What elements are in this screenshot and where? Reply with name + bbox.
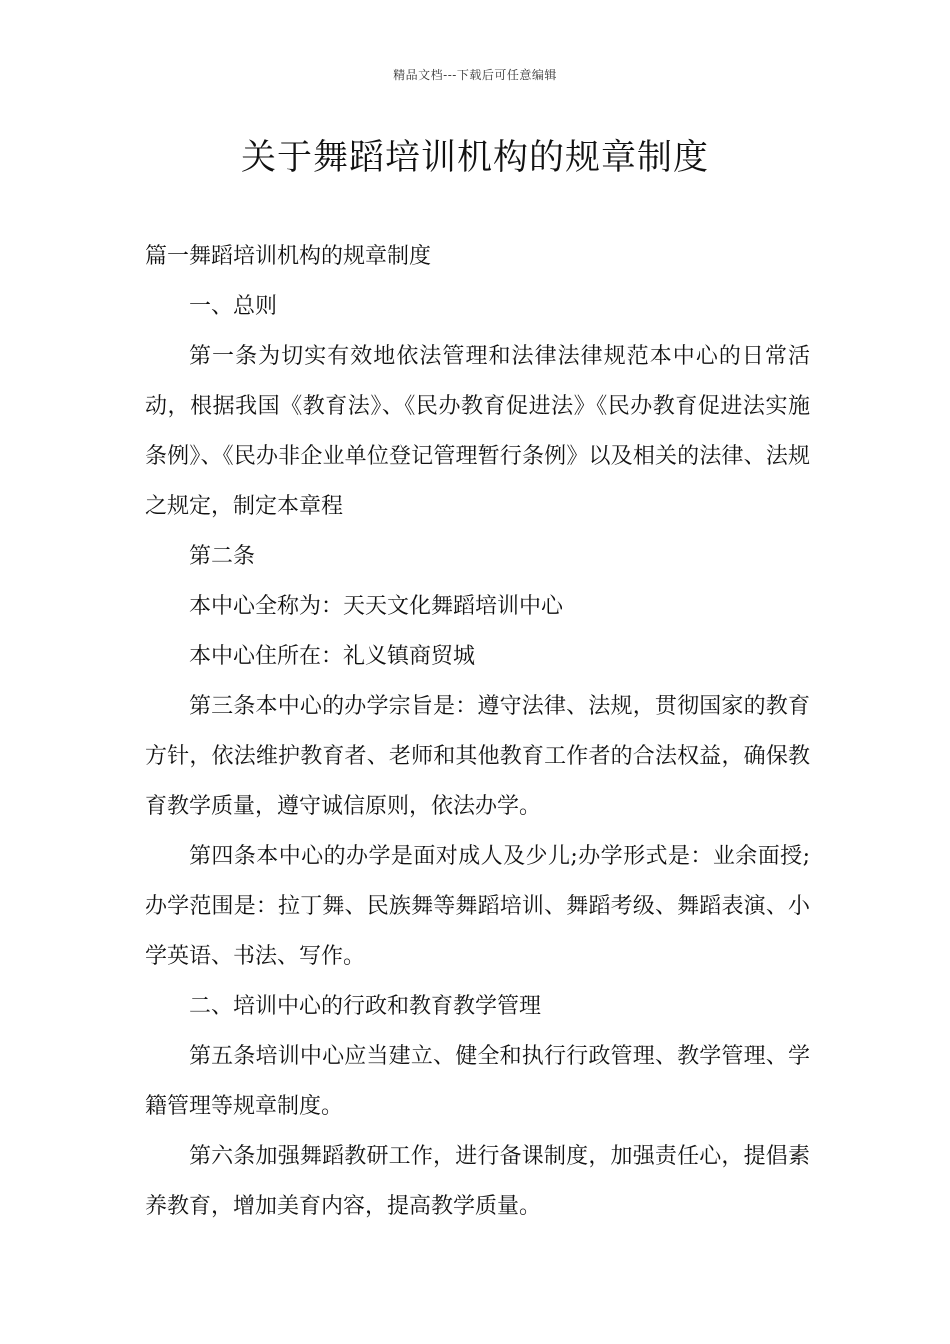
paragraph: 篇一舞蹈培训机构的规章制度 xyxy=(145,244,432,269)
paragraph: 本中心全称为：天天文化舞蹈培训中心 xyxy=(189,594,564,619)
document-title: 关于舞蹈培训机构的规章制度 xyxy=(240,138,709,178)
paragraph: 第六条加强舞蹈教研工作，进行备课制度，加强责任心，提倡素养教育，增加美育内容，提高教学质量。 xyxy=(145,1144,810,1219)
paragraph: 第五条培训中心应当建立、健全和执行行政管理、教学管理、学籍管理等规章制度。 xyxy=(145,1044,810,1119)
paragraph: 第一条为切实有效地依法管理和法律法律规范本中心的日常活动，根据我国《教育法》、《民办教育促进法》《民办教育促进法实施条例》、《民办非企业单位登记管理暂行条例》以及相关的法律、法规之规定，制定本章程 xyxy=(145,344,810,519)
paragraph: 本中心住所在：礼义镇商贸城 xyxy=(189,644,476,669)
document-body xyxy=(145,232,810,1232)
paragraph: 第三条本中心的办学宗旨是：遵守法律、法规，贯彻国家的教育方针，依法维护教育者、老师和其他教育工作者的合法权益，确保教育教学质量，遵守诚信原则，依法办学。 xyxy=(145,694,810,819)
section-heading: 一、总则 xyxy=(189,294,278,319)
header-note: 精品文档---下载后可任意编辑 xyxy=(393,68,557,82)
paragraph: 第四条本中心的办学是面对成人及少儿;办学形式是：业余面授;办学范围是：拉丁舞、民族舞等舞蹈培训、舞蹈考级、舞蹈表演、小学英语、书法、写作。 xyxy=(145,844,810,969)
paragraph: 第二条 xyxy=(189,544,256,569)
section-heading: 二、培训中心的行政和教育教学管理 xyxy=(189,994,542,1019)
